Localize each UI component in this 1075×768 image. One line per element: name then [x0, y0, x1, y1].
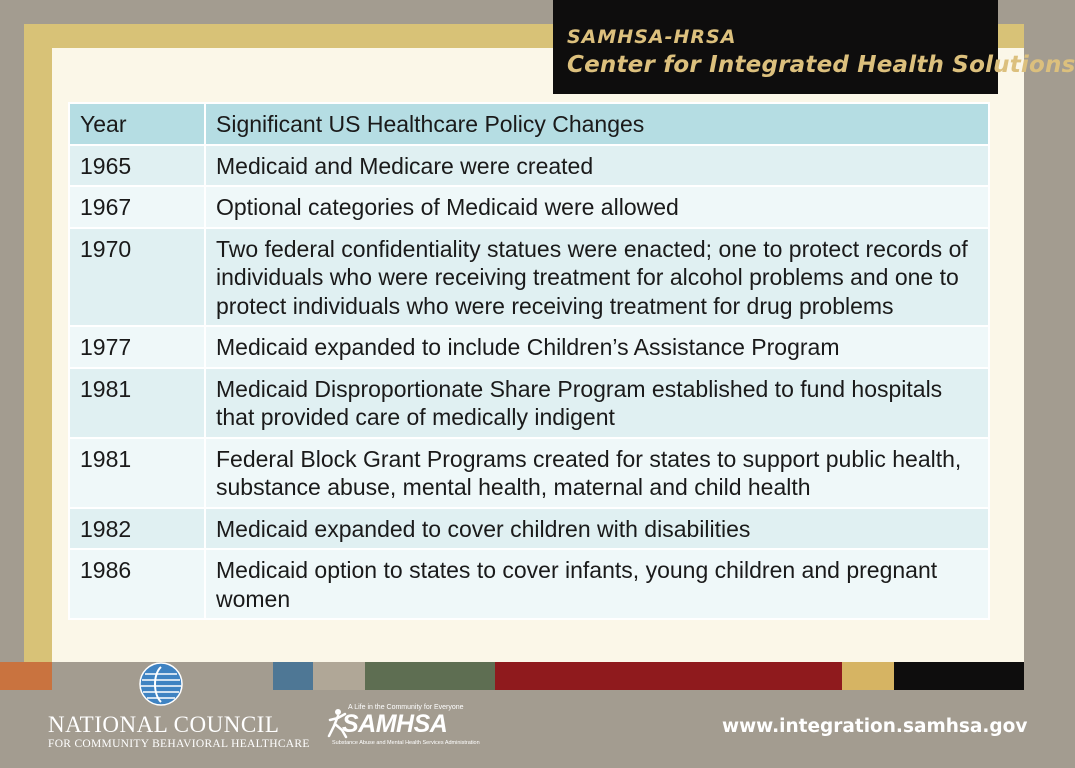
national-council-logo — [48, 662, 310, 752]
header-banner — [553, 0, 1075, 94]
table-row — [69, 186, 989, 228]
table-row — [69, 228, 989, 327]
samhsa-tagline: A Life in the Community for Everyone — [348, 704, 464, 711]
stripe-red — [495, 662, 842, 690]
stripe-gray — [313, 662, 365, 690]
year-cell: 1981 — [69, 368, 205, 438]
year-cell: 1967 — [69, 186, 205, 228]
year-cell: 1970 — [69, 228, 205, 327]
table-row — [69, 368, 989, 438]
year-cell: 1977 — [69, 326, 205, 368]
samhsa-logo — [326, 704, 480, 748]
table-row — [69, 549, 989, 619]
change-cell: Medicaid option to states to cover infants, young children and pregnant women — [205, 549, 989, 619]
change-cell: Federal Block Grant Programs created for states to support public health, substance abuse, mental health, maternal and child health — [205, 438, 989, 508]
year-cell: 1986 — [69, 549, 205, 619]
nc-title: NATIONAL COUNCIL — [48, 712, 280, 737]
table-row — [69, 508, 989, 550]
change-cell: Medicaid Disproportionate Share Program established to fund hospitals that provided care of medically indigent — [205, 368, 989, 438]
website-url: www.integration.samhsa.gov — [722, 716, 1028, 737]
table-row — [69, 326, 989, 368]
table-row — [69, 145, 989, 187]
year-cell: 1981 — [69, 438, 205, 508]
column-header-year: Year — [69, 103, 205, 145]
samhsa-full-name: Substance Abuse and Mental Health Services Administration — [332, 740, 480, 746]
table-row — [69, 438, 989, 508]
change-cell: Two federal confidentiality statues were enacted; one to protect records of individuals who were receiving treatment for alcohol problems and one to protect individuals who were receiving treatment for drug problems — [205, 228, 989, 327]
samhsa-wordmark: SAMHSA — [342, 710, 448, 738]
header-title: Center for Integrated Health Solutions — [567, 52, 1075, 78]
header-org: SAMHSA-HRSA — [567, 26, 737, 48]
change-cell: Medicaid and Medicare were created — [205, 145, 989, 187]
change-cell: Medicaid expanded to cover children with disabilities — [205, 508, 989, 550]
stripe-green — [365, 662, 495, 690]
globe-icon — [139, 662, 183, 706]
stripe-black — [894, 662, 1024, 690]
change-cell: Medicaid expanded to include Children’s Assistance Program — [205, 326, 989, 368]
year-cell: 1965 — [69, 145, 205, 187]
policy-table — [68, 102, 990, 620]
stripe-blue — [273, 662, 313, 690]
year-cell: 1982 — [69, 508, 205, 550]
table-header-row — [69, 103, 989, 145]
stripe-gold — [842, 662, 894, 690]
nc-subtitle: FOR COMMUNITY BEHAVIORAL HEALTHCARE — [48, 738, 310, 750]
column-header-change: Significant US Healthcare Policy Changes — [205, 103, 989, 145]
stripe-orange — [0, 662, 52, 690]
change-cell: Optional categories of Medicaid were allowed — [205, 186, 989, 228]
